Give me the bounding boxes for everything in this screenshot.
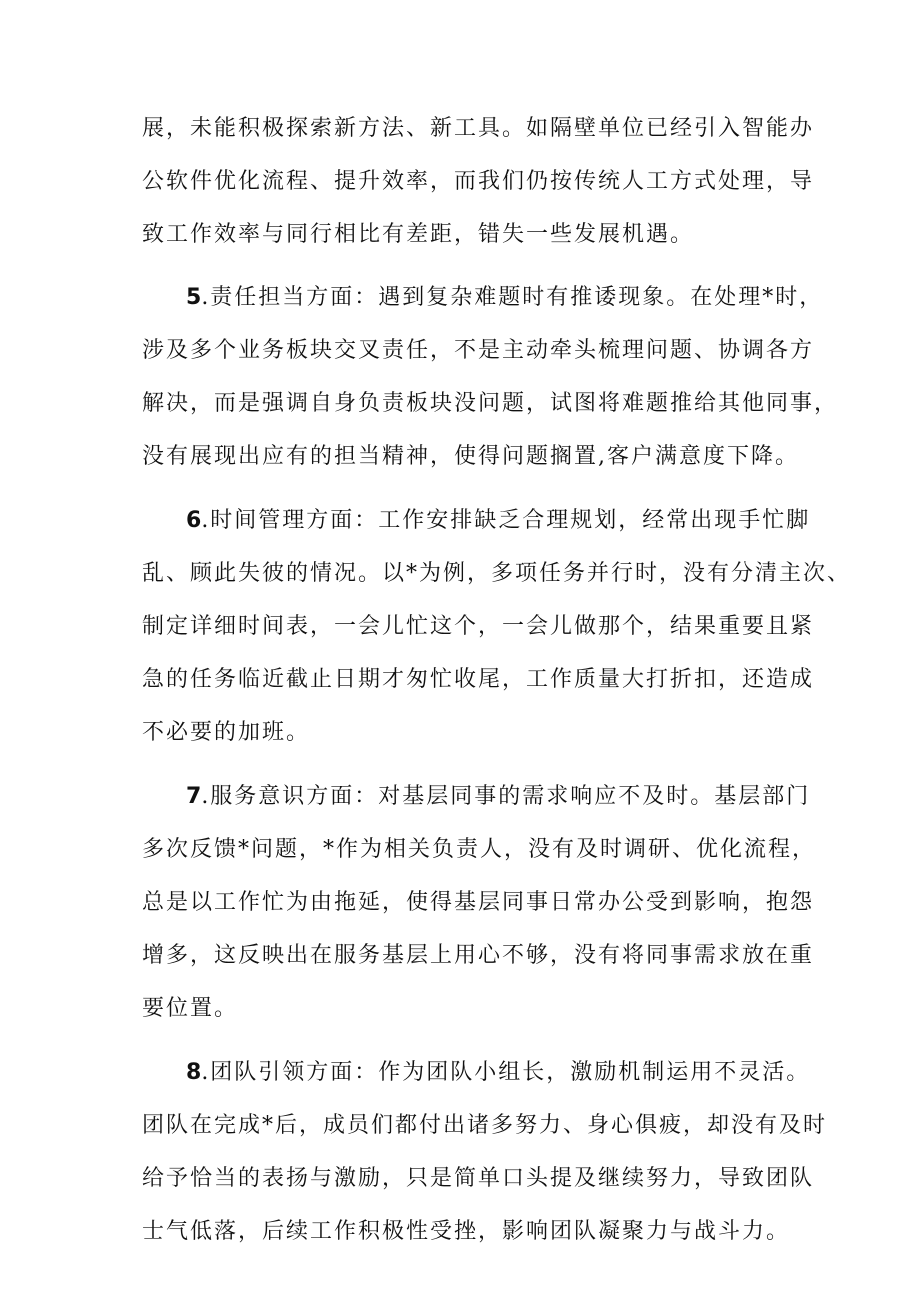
paragraph-line: 公软件优化流程、提升效率，而我们仍按传统人工方式处理，导 [142, 169, 815, 194]
paragraph-line: 制定详细时间表，一会儿忙这个，一会儿做那个，结果重要且紧 [142, 614, 815, 639]
paragraph-line: .服务意识方面：对基层同事的需求响应不及时。基层部门 [201, 784, 811, 809]
list-item-8-first-line [186, 1053, 810, 1093]
paragraph-line: 增多，这反映出在服务基层上用心不够，没有将同事需求放在重 [142, 943, 815, 968]
paragraph-line: .时间管理方面：工作安排缺乏合理规划，经常出现手忙脚 [201, 508, 811, 533]
paragraph-line: 总是以工作忙为由拖延，使得基层同事日常办公受到影响，抱怨 [142, 890, 815, 915]
paragraph-line: 没有展现出应有的担当精神，使得问题搁置,客户满意度下降。 [142, 444, 799, 469]
list-item-5-first-line [186, 278, 823, 318]
paragraph-line: 解决，而是强调自身负责板块没问题，试图将难题推给其他同事， [142, 391, 839, 416]
paragraph-line: 不必要的加班。 [142, 720, 311, 745]
paragraph-line: .责任担当方面：遇到复杂难题时有推诿现象。在处理*时， [201, 285, 824, 310]
list-item-6-first-line [186, 501, 810, 541]
paragraph-line: 急的任务临近截止日期才匆忙收尾，工作质量大打折扣，还造成 [142, 667, 815, 692]
paragraph-line: 展，未能积极探索新方法、新工具。如隔壁单位已经引入智能办 [142, 116, 815, 141]
item-number: 6 [186, 508, 202, 533]
paragraph-line: 致工作效率与同行相比有差距，错失一些发展机遇。 [142, 222, 695, 247]
paragraph-line: 多次反馈*问题，*作为相关负责人，没有及时调研、优化流程， [142, 837, 817, 862]
item-number: 8 [186, 1060, 202, 1085]
paragraph-line: 乱、顾此失彼的情况。以*为例，多项任务并行时，没有分清主次、 [142, 561, 852, 586]
list-item-7-first-line [186, 777, 810, 817]
paragraph-line: 团队在完成*后，成员们都付出诸多努力、身心俱疲，却没有及时 [142, 1113, 828, 1138]
paragraph-line: 涉及多个业务板块交叉责任，不是主动牵头梳理问题、协调各方 [142, 338, 815, 363]
paragraph-line: 给予恰当的表扬与激励，只是简单口头提及继续努力，导致团队 [142, 1166, 815, 1191]
paragraph-line: 要位置。 [142, 996, 239, 1021]
paragraph-line: 士气低落，后续工作积极性受挫，影响团队凝聚力与战斗力。 [142, 1219, 791, 1244]
item-number: 7 [186, 784, 202, 809]
paragraph-line: .团队引领方面：作为团队小组长，激励机制运用不灵活。 [201, 1060, 811, 1085]
item-number: 5 [186, 285, 202, 310]
